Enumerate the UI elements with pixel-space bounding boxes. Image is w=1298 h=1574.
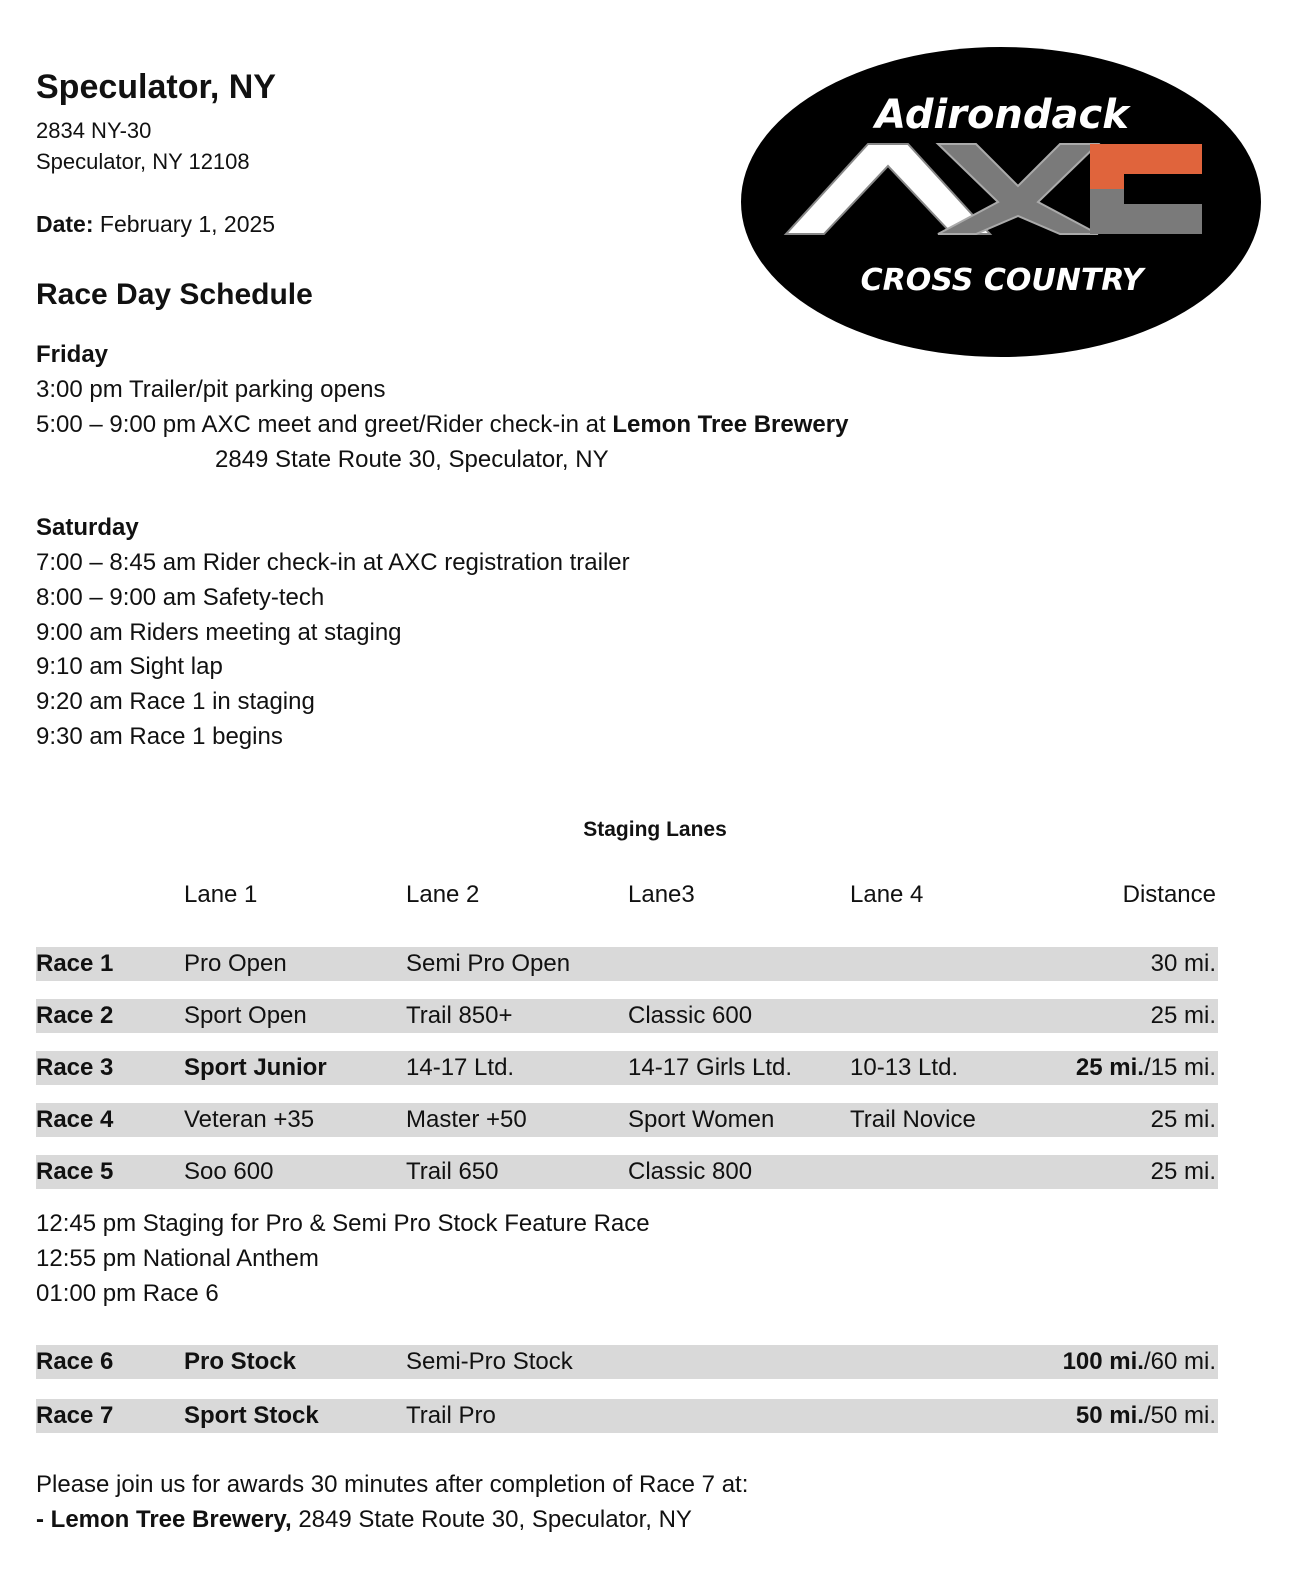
header-lane-2: Lane 2 — [406, 881, 480, 908]
race-distance — [1151, 999, 1216, 1033]
race-lane-1: Veteran +35 — [184, 1106, 315, 1133]
awards-venue — [36, 1506, 692, 1534]
date-label: Date: — [36, 211, 94, 237]
logo-letter-c-gap — [1124, 174, 1202, 204]
feature-schedule-item: 12:45 pm Staging for Pro & Semi Pro Stock Feature Race — [36, 1210, 650, 1237]
race-row — [36, 999, 1218, 1033]
race-distance — [1151, 1155, 1216, 1189]
friday-item: 3:00 pm Trailer/pit parking opens — [36, 376, 386, 403]
race-distance-bold: 100 mi. — [1062, 1348, 1144, 1375]
friday-venue: Lemon Tree Brewery — [612, 411, 849, 438]
saturday-item: 9:30 am Race 1 begins — [36, 723, 283, 750]
race-distance-rest: /60 mi. — [1143, 1348, 1216, 1375]
race-distance-bold: 50 mi. — [1075, 1402, 1144, 1429]
race-lane-3: 14-17 Girls Ltd. — [628, 1054, 793, 1081]
saturday-item: 8:00 – 9:00 am Safety-tech — [36, 584, 325, 611]
race-lane-3: Sport Women — [628, 1106, 775, 1133]
saturday-item: 7:00 – 8:45 am Rider check-in at AXC registration trailer — [36, 549, 630, 576]
saturday-item: 9:20 am Race 1 in staging — [36, 688, 315, 715]
race-lane-1: Pro Stock — [184, 1348, 297, 1375]
staging-lanes-title: Staging Lanes — [583, 818, 727, 841]
saturday-item: 9:00 am Riders meeting at staging — [36, 619, 402, 646]
race-distance-rest: 25 mi. — [1150, 1106, 1216, 1133]
race-row — [36, 1103, 1218, 1137]
race-lane-2: Trail Pro — [406, 1402, 496, 1429]
race-distance — [1151, 947, 1216, 981]
awards-venue-name: - Lemon Tree Brewery, — [36, 1506, 292, 1533]
race-lane-1: Sport Open — [184, 1002, 307, 1029]
friday-venue-address: 2849 State Route 30, Speculator, NY — [215, 446, 609, 473]
race-lane-3: Classic 800 — [628, 1158, 753, 1185]
header-lane-1: Lane 1 — [184, 881, 258, 908]
race-lane-2: Master +50 — [406, 1106, 527, 1133]
race-distance-rest: 25 mi. — [1150, 1002, 1216, 1029]
saturday-heading: Saturday — [36, 514, 139, 541]
race-label: Race 7 — [36, 1402, 114, 1429]
awards-text: Please join us for awards 30 minutes after completion of Race 7 at: — [36, 1471, 749, 1498]
header-distance: Distance — [1122, 881, 1216, 908]
race-label: Race 1 — [36, 950, 114, 977]
race-lane-4: Trail Novice — [850, 1106, 976, 1133]
race-label: Race 2 — [36, 1002, 114, 1029]
header-lane-4: Lane 4 — [850, 881, 924, 908]
schedule-title: Race Day Schedule — [36, 278, 313, 311]
race-distance-rest: 25 mi. — [1150, 1158, 1216, 1185]
race-distance — [1076, 1051, 1216, 1085]
race-lane-1: Soo 600 — [184, 1158, 274, 1185]
race-distance-rest: /50 mi. — [1143, 1402, 1216, 1429]
date-value: February 1, 2025 — [99, 211, 276, 237]
adirondack-axc-logo — [740, 46, 1262, 358]
race-row — [36, 1399, 1218, 1433]
race-distance-bold: 25 mi. — [1075, 1054, 1144, 1081]
header-lane-3: Lane3 — [628, 881, 695, 908]
race-lane-1: Sport Junior — [184, 1054, 327, 1081]
feature-schedule-item: 12:55 pm National Anthem — [36, 1245, 319, 1272]
race-row — [36, 947, 1218, 981]
friday-heading: Friday — [36, 341, 109, 368]
address-line-2: Speculator, NY 12108 — [36, 149, 250, 174]
race-lane-1: Sport Stock — [184, 1402, 319, 1429]
feature-schedule-item: 01:00 pm Race 6 — [36, 1280, 219, 1307]
race-lane-4: 10-13 Ltd. — [850, 1054, 959, 1081]
friday-item-checkin — [36, 411, 848, 439]
logo-top-text: Adirondack — [875, 92, 1129, 138]
awards-venue-address: 2849 State Route 30, Speculator, NY — [291, 1506, 692, 1533]
race-distance — [1076, 1399, 1216, 1433]
race-row — [36, 1345, 1218, 1379]
race-label: Race 3 — [36, 1054, 114, 1081]
race-distance — [1151, 1103, 1216, 1137]
logo-bottom-text: CROSS COUNTRY — [860, 263, 1144, 298]
race-label: Race 4 — [36, 1106, 114, 1133]
race-lane-3: Classic 600 — [628, 1002, 753, 1029]
address-line-1: 2834 NY-30 — [36, 118, 152, 143]
race-lane-2: Semi-Pro Stock — [406, 1348, 573, 1375]
race-lane-1: Pro Open — [184, 950, 287, 977]
saturday-item: 9:10 am Sight lap — [36, 653, 223, 680]
location-title: Speculator, NY — [36, 68, 276, 106]
event-date — [36, 211, 275, 238]
race-lane-2: Trail 850+ — [406, 1002, 513, 1029]
race-row — [36, 1155, 1218, 1189]
race-label: Race 6 — [36, 1348, 114, 1375]
race-distance-rest: /15 mi. — [1143, 1054, 1216, 1081]
race-distance-rest: 30 mi. — [1150, 950, 1216, 977]
race-label: Race 5 — [36, 1158, 114, 1185]
friday-checkin-text: 5:00 – 9:00 pm AXC meet and greet/Rider check-in at — [36, 411, 613, 438]
race-distance — [1063, 1345, 1216, 1379]
race-lane-2: Semi Pro Open — [406, 950, 571, 977]
race-lane-2: Trail 650 — [406, 1158, 499, 1185]
race-row — [36, 1051, 1218, 1085]
race-lane-2: 14-17 Ltd. — [406, 1054, 515, 1081]
